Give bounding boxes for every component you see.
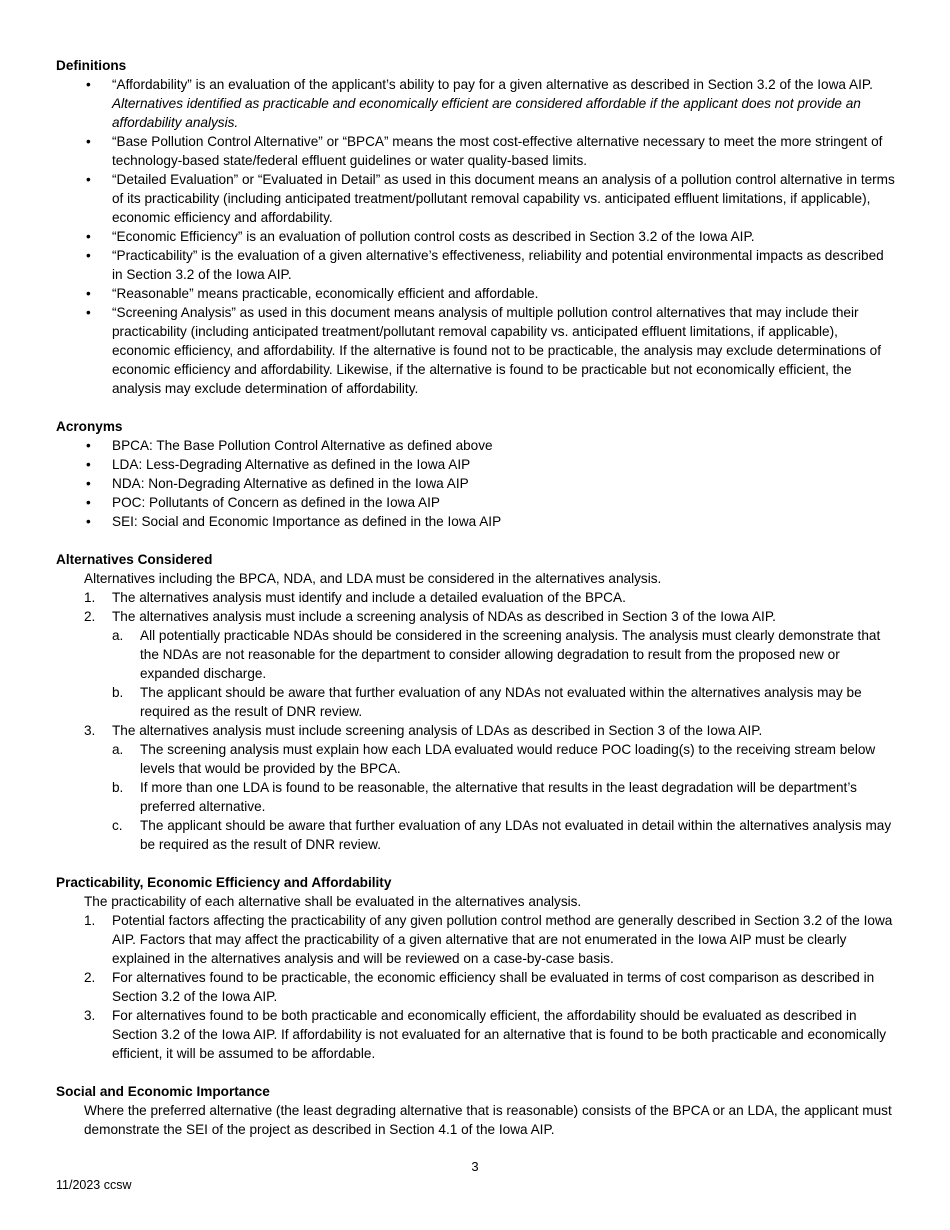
definition-item: • “Screening Analysis” as used in this document means analysis of multiple pollution control alternatives that may include their practicability (including anticipated treatment/pollutant removal capability vs. anticipated effluent limitations, if applicable), economic efficiency, and affordability. If the alternative is found not to be practicable, the analysis may exclude determinations of economic efficiency and affordability. Likewise, if the alternative is found to be practicable but not economically efficient, the analysis may exclude determination of affordability. bbox=[56, 303, 896, 398]
practicability-heading: Practicability, Economic Efficiency and Affordability bbox=[56, 875, 392, 890]
alternatives-section bbox=[56, 550, 896, 854]
numbered-item: 1. The alternatives analysis must identify and include a detailed evaluation of the BPCA. bbox=[84, 590, 626, 605]
sub-item: c. The applicant should be aware that further evaluation of any LDAs not evaluated in detail within the alternatives analysis may be required as the result of DNR review. bbox=[112, 818, 892, 852]
sei-intro: Where the preferred alternative (the least degrading alternative that is reasonable) consists of the BPCA or an LDA, the applicant must demonstrate the SEI of the project as described in Section 4.1 of the Iowa AIP. bbox=[84, 1103, 892, 1137]
numbered-item: 2. The alternatives analysis must include a screening analysis of NDAs as described in Section 3 of the Iowa AIP. a. All potentially practicable NDAs should be considered in the screening analysis. The analysis must clearly demonstrate that the NDAs are not reasonable for the department to consider allowing degradation to result from the proposed new or expanded discharge. b. The applicant should be aware that further evaluation of any NDAs not evaluated within the alternatives analysis may be required as the result of DNR review. bbox=[56, 607, 896, 721]
practicability-list bbox=[56, 911, 896, 1063]
practicability-intro: The practicability of each alternative shall be evaluated in the alternatives analysis. bbox=[84, 894, 582, 909]
acronyms-section bbox=[56, 417, 896, 531]
acronym-item: • BPCA: The Base Pollution Control Alternative as defined above bbox=[56, 436, 896, 455]
numbered-item: 3. The alternatives analysis must include screening analysis of LDAs as described in Section 3 of the Iowa AIP. a. The screening analysis must explain how each LDA evaluated would reduce POC loading(s) to the receiving stream below levels that would be provided by the BPCA. b. If more than one LDA is found to be reasonable, the alternative that results in the least degradation will be department’s preferred alternative. c. The applicant should be aware that further evaluation of any LDAs not evaluated in detail within the alternatives analysis may be required as the result of DNR review. bbox=[56, 721, 896, 854]
definition-item: • “Base Pollution Control Alternative” or “BPCA” means the most cost-effective alternative necessary to meet the more stringent of technology-based state/federal effluent guidelines or water quality-based limits. bbox=[56, 132, 896, 170]
sub-item: a. The screening analysis must explain how each LDA evaluated would reduce POC loading(s) to the receiving stream below levels that would be provided by the BPCA. bbox=[112, 742, 876, 776]
numbered-item: 2. For alternatives found to be practicable, the economic efficiency shall be evaluated in terms of cost comparison as described in Section 3.2 of the Iowa AIP. bbox=[84, 970, 875, 1004]
sub-item: a. All potentially practicable NDAs should be considered in the screening analysis. The analysis must clearly demonstrate that the NDAs are not reasonable for the department to consider allowing degradation to result from the proposed new or expanded discharge. bbox=[112, 628, 881, 681]
acronym-item: • NDA: Non-Degrading Alternative as defined in the Iowa AIP bbox=[56, 474, 896, 493]
sub-list bbox=[112, 626, 896, 721]
sei-heading: Social and Economic Importance bbox=[56, 1084, 270, 1099]
acronyms-list bbox=[56, 436, 896, 531]
document-page bbox=[56, 56, 896, 1158]
definitions-section bbox=[56, 56, 896, 398]
alternatives-heading: Alternatives Considered bbox=[56, 552, 213, 567]
acronym-item: • SEI: Social and Economic Importance as defined in the Iowa AIP bbox=[56, 512, 896, 531]
definitions-heading: Definitions bbox=[56, 58, 127, 73]
definition-item: • “Economic Efficiency” is an evaluation of pollution control costs as described in Section 3.2 of the Iowa AIP. bbox=[56, 227, 896, 246]
numbered-item: 1. Potential factors affecting the practicability of any given pollution control method are generally described in Section 3.2 of the Iowa AIP. Factors that may affect the practicability of a given alternative that are not enumerated in the Iowa AIP must be clearly explained in the alternatives analysis and will be reviewed on a case-by-case basis. bbox=[84, 913, 893, 966]
acronym-item: • POC: Pollutants of Concern as defined in the Iowa AIP bbox=[56, 493, 896, 512]
practicability-section bbox=[56, 873, 896, 1063]
definition-item: • “Practicability” is the evaluation of a given alternative’s effectiveness, reliability and potential environmental impacts as described in Section 3.2 of the Iowa AIP. bbox=[56, 246, 896, 284]
alternatives-intro: Alternatives including the BPCA, NDA, and LDA must be considered in the alternatives analysis. bbox=[84, 571, 662, 586]
definition-item: • “Detailed Evaluation” or “Evaluated in Detail” as used in this document means an analysis of a pollution control alternative in terms of its practicability (including anticipated treatment/pollutant removal capability vs. anticipated effluent limitations, if applicable), economic efficiency and affordability. bbox=[56, 170, 896, 227]
definition-item: • “Reasonable” means practicable, economically efficient and affordable. bbox=[56, 284, 896, 303]
sub-list bbox=[112, 740, 896, 854]
sub-item: b. If more than one LDA is found to be reasonable, the alternative that results in the least degradation will be department’s preferred alternative. bbox=[112, 780, 857, 814]
definitions-list bbox=[56, 75, 896, 398]
sub-item: b. The applicant should be aware that further evaluation of any NDAs not evaluated within the alternatives analysis may be required as the result of DNR review. bbox=[112, 685, 862, 719]
sei-section bbox=[56, 1082, 896, 1139]
acronyms-heading: Acronyms bbox=[56, 419, 123, 434]
alternatives-list bbox=[56, 588, 896, 854]
definition-item: • “Affordability” is an evaluation of the applicant’s ability to pay for a given alternative as described in Section 3.2 of the Iowa AIP. Alternatives identified as practicable and economically efficient are considered affordable if the applicant does not provide an affordability analysis. bbox=[56, 75, 896, 132]
page-number: 3 bbox=[471, 1159, 479, 1174]
footer-text: 11/2023 ccsw bbox=[56, 1178, 132, 1192]
acronym-item: • LDA: Less-Degrading Alternative as defined in the Iowa AIP bbox=[56, 455, 896, 474]
numbered-item: 3. For alternatives found to be both practicable and economically efficient, the affordability should be evaluated as described in Section 3.2 of the Iowa AIP. If affordability is not evaluated for an alternative that is found to be both practicable and economically efficient, it will be assumed to be affordable. bbox=[84, 1008, 887, 1061]
